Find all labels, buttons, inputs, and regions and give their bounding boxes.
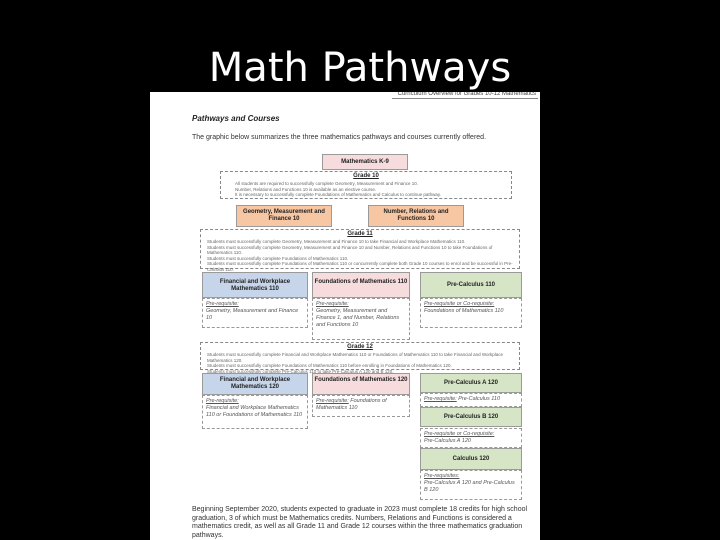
grade10-bullet: Number, Relations and Functions 10 is available as an elective course. bbox=[235, 186, 377, 192]
fom110-box: Foundations of Mathematics 110 bbox=[312, 272, 410, 298]
fom120-box: Foundations of Mathematics 120 bbox=[312, 373, 410, 395]
calculus120-prereq bbox=[420, 470, 522, 500]
prereq-text: Financial and Workplace Mathematics 110 or Foundations of Mathematics 110 bbox=[206, 405, 303, 418]
graduation-note: Beginning September 2020, students expected to graduate in 2023 must complete 18 credits for high school graduation, 3 of which must be Mathematics credits. Numbers, Relations and Functions is considered a mathematics credit, as well as all Grade 11 and Grade 12 courses within the three mathematics graduation pathways. bbox=[192, 506, 528, 539]
curriculum-document bbox=[150, 92, 540, 540]
grade11-bullet: Students must successfully complete Foundations of Mathematics 110 or concurrently complete both Grade 10 courses to enrol and be successful in Pre-Calculus 110. bbox=[207, 261, 513, 272]
prereq-text: Geometry, Measurement and Finance 1, and Number, Relations and Functions 10 bbox=[316, 308, 400, 328]
prereq-text: Foundations of Mathematics 110 bbox=[316, 398, 387, 411]
fwm120-box: Financial and Workplace Mathematics 120 bbox=[202, 373, 308, 395]
prereq-text: Pre-Calculus A 120 and Pre-Calculus B 120 bbox=[424, 480, 515, 493]
prereq-label: Pre-requisite or Co-requisite: bbox=[424, 301, 495, 307]
grade10-bullets bbox=[235, 181, 507, 198]
grade12-bullets bbox=[207, 352, 515, 374]
prereq-text: Pre-Calculus 110 bbox=[458, 396, 501, 402]
precalc110-prereq bbox=[420, 298, 522, 328]
k9-box: Mathematics K-9 bbox=[322, 154, 408, 170]
grade11-bullet: Students must successfully complete Geometry, Measurement and Finance 10 and Number, Relations and Functions 10 to take Foundations of Mathematics 110. bbox=[207, 244, 493, 255]
prereq-text: Geometry, Measurement and Finance 10 bbox=[206, 308, 299, 321]
grade11-panel bbox=[200, 229, 520, 272]
calculus120-box: Calculus 120 bbox=[420, 448, 522, 470]
nrf10-box: Number, Relations and Functions 10 bbox=[368, 205, 464, 227]
prereq-label: Pre-requisite: bbox=[316, 398, 349, 404]
precalc-a120-prereq bbox=[420, 393, 522, 407]
grade12-title: Grade 12 bbox=[347, 344, 373, 350]
fwm120-prereq bbox=[202, 395, 308, 429]
grade12-panel bbox=[200, 342, 520, 374]
prereq-label: Pre-requisite: bbox=[206, 301, 239, 307]
slide-title: Math Pathways bbox=[208, 45, 512, 91]
fwm110-prereq bbox=[202, 298, 308, 328]
grade11-bullet: Students must successfully complete Geometry, Measurement and Finance 10 to take Financial and Workplace Mathematics 110. bbox=[207, 239, 466, 244]
grade10-title: Grade 10 bbox=[353, 173, 379, 179]
grade11-bullets bbox=[207, 239, 515, 272]
grade10-bullet: It is necessary to successfully complete Foundations of Mathematics and Calculus to continue pathway. bbox=[235, 192, 442, 197]
precalc-a120-box: Pre-Calculus A 120 bbox=[420, 373, 522, 393]
section-title: Pathways and Courses bbox=[192, 114, 280, 123]
precalc-b120-prereq bbox=[420, 428, 522, 448]
grade11-title: Grade 11 bbox=[347, 231, 373, 237]
grade12-bullet: Students must successfully complete Foundations of Mathematics 110 before enrolling in Foundations of Mathematics 120. bbox=[207, 363, 452, 368]
grade11-bullet: Students must successfully complete Foundations of Mathematics 110. bbox=[207, 255, 349, 261]
prereq-label: Pre-requisite: bbox=[316, 301, 349, 307]
grade12-bullet: Students must successfully complete Pre-Calculus 110 to take Pre-Calculus A 120 and B 120. bbox=[207, 368, 394, 374]
gmf10-box: Geometry, Measurement and Finance 10 bbox=[236, 205, 332, 227]
prereq-text: Pre-Calculus A 120 bbox=[424, 438, 471, 444]
precalc-b120-box: Pre-Calculus B 120 bbox=[420, 407, 522, 427]
document-header: Curriculum Overview for Grades 10-12 Mathematics bbox=[392, 92, 538, 99]
prereq-label: Pre-requisite or Co-requisite: bbox=[424, 431, 495, 437]
prereq-label: Pre-requisite: bbox=[424, 396, 457, 402]
intro-text: The graphic below summarizes the three mathematics pathways and courses currently offered. bbox=[192, 134, 487, 141]
fom120-prereq bbox=[312, 395, 410, 417]
prereq-label: Pre-requisites: bbox=[424, 473, 460, 479]
prereq-label: Pre-requisite: bbox=[206, 398, 239, 404]
precalc110-box: Pre-Calculus 110 bbox=[420, 272, 522, 298]
grade10-bullet: All students are required to successfully complete Geometry, Measurement and Finance 10. bbox=[235, 181, 419, 186]
grade10-panel bbox=[220, 171, 512, 199]
grade12-bullet: Students must successfully complete Financial and Workplace Mathematics 110 or Foundations of Mathematics 110 to take Financial and Workplace Mathematics 120. bbox=[207, 352, 504, 363]
fwm110-box: Financial and Workplace Mathematics 110 bbox=[202, 272, 308, 298]
fom110-prereq bbox=[312, 298, 410, 340]
prereq-text: Foundations of Mathematics 110 bbox=[424, 308, 504, 314]
